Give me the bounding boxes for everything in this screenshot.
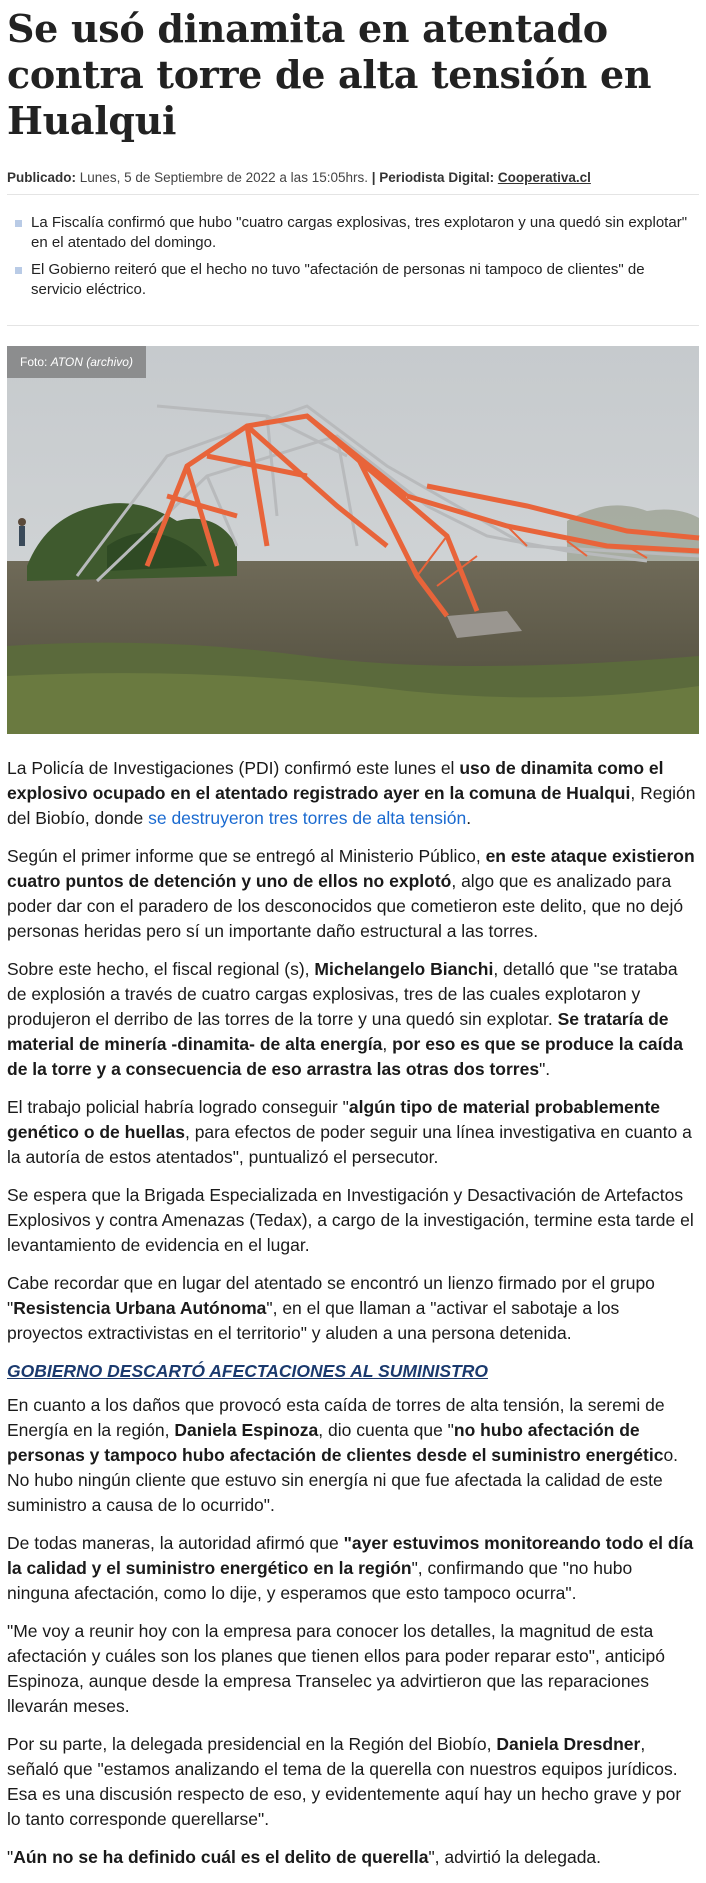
publish-date: Lunes, 5 de Septiembre de 2022 a las 15:05hrs. xyxy=(79,170,368,185)
journalist-label: Periodista Digital: xyxy=(379,170,495,185)
article xyxy=(7,0,699,1883)
towers-destroyed-link[interactable]: se destruyeron tres torres de alta tensión xyxy=(148,808,467,828)
paragraph: De todas maneras, la autoridad afirmó que "ayer estuvimos monitoreando todo el día la calidad y el suministro energético en la región", confirmando que "no hubo ninguna afectación, como lo dije, y esperamos que esto tampoco ocurra". xyxy=(7,1533,694,1603)
paragraph: Por su parte, la delegada presidencial en la Región del Biobío, Daniela Dresdner, señaló que "estamos analizando el tema de la querella con nuestros equipos jurídicos. Esa es una discusión respecto de eso, y evidentemente aquí hay un hecho grave y por lo tanto corresponde querellarse". xyxy=(7,1734,682,1829)
published-label: Publicado: xyxy=(7,170,77,185)
article-photo xyxy=(7,346,699,734)
photo-credit-source: ATON (archivo) xyxy=(50,355,133,369)
byline xyxy=(7,170,699,195)
paragraph: Según el primer informe que se entregó al Ministerio Público, en este ataque existieron cuatro puntos de detención y uno de ellos no explotó, algo que es analizado para poder dar con el paradero de los desconocidos que cometieron este delito, que no dejó personas heridas pero sí un importante daño estructural a las torres. xyxy=(7,846,695,941)
paragraph: "Aún no se ha definido cuál es el delito de querella", advirtió la delegada. xyxy=(7,1847,602,1867)
paragraph: La Policía de Investigaciones (PDI) confirmó este lunes el uso de dinamita como el explosivo ocupado en el atentado registrado ayer en la comuna de Hualqui, Región del Biobío, donde se destruyeron tres torres de alta tensión. xyxy=(7,758,696,828)
paragraph: Se espera que la Brigada Especializada en Investigación y Desactivación de Artefactos Explosivos y contra Amenazas (Tedax), a cargo de la investigación, termine esta tarde el levantamiento de evidencia en el lugar. xyxy=(7,1185,694,1255)
paragraph: El trabajo policial habría logrado conseguir "algún tipo de material probablemente genético o de huellas, para efectos de poder seguir una línea investigativa en cuanto a la autoría de estos atentados", puntualizó el persecutor. xyxy=(7,1097,692,1167)
bullet-text: La Fiscalía confirmó que hubo "cuatro cargas explosivas, tres explotaron y una quedó sin explotar" en el atentado del domingo. xyxy=(31,214,688,251)
byline-separator: | xyxy=(371,170,376,185)
section-subheading: GOBIERNO DESCARTÓ AFECTACIONES AL SUMINISTRO xyxy=(7,1361,488,1381)
article-title: Se usó dinamita en atentado contra torre de alta tensión en Hualqui xyxy=(7,6,652,143)
bullet-square-icon xyxy=(15,220,22,227)
summary-bullet xyxy=(7,213,699,253)
summary-bullet xyxy=(7,260,699,300)
paragraph: "Me voy a reunir hoy con la empresa para conocer los detalles, la magnitud de esta afectación y cuáles son los planes que tienen ellos para poder reparar esto", anticipó Espinoza, aunque desde la empresa Transelec ya advirtieron que las reparaciones llevarán meses. xyxy=(7,1621,666,1716)
bullet-square-icon xyxy=(15,267,22,274)
bullet-text: El Gobierno reiteró que el hecho no tuvo "afectación de personas ni tampoco de clientes" de servicio eléctrico. xyxy=(31,261,645,298)
photo-credit xyxy=(7,346,146,378)
paragraph: En cuanto a los daños que provocó esta caída de torres de alta tensión, la seremi de Energía en la región, Daniela Espinoza, dio cuenta que "no hubo afectación de personas y tampoco hubo afectación de clientes desde el suministro energético. No hubo ningún cliente que estuvo sin energía ni que fue afectada la calidad de este suministro a causa de lo ocurrido". xyxy=(7,1395,679,1515)
paragraph: Cabe recordar que en lugar del atentado se encontró un lienzo firmado por el grupo "Resistencia Urbana Autónoma", en el que llaman a "activar el sabotaje a los proyectos extractivistas en el territorio" y aluden a una persona detenida. xyxy=(7,1273,655,1343)
article-body xyxy=(7,756,699,1870)
paragraph: Sobre este hecho, el fiscal regional (s), Michelangelo Bianchi, detalló que "se trataba de explosión a través de cuatro cargas explosivas, tres de las cuales explotaron y produjeron el derribo de las torres de la torre y una quedó sin explotar. Se trataría de material de minería -dinamita- de alta energía, por eso es que se produce la caída de la torre y a consecuencia de eso arrastra las otras dos torres". xyxy=(7,959,683,1079)
collapsed-tower-photo xyxy=(7,346,699,734)
journalist-link[interactable]: Cooperativa.cl xyxy=(497,170,591,185)
photo-credit-label: Foto: xyxy=(20,355,48,369)
summary-bullets xyxy=(7,213,699,326)
